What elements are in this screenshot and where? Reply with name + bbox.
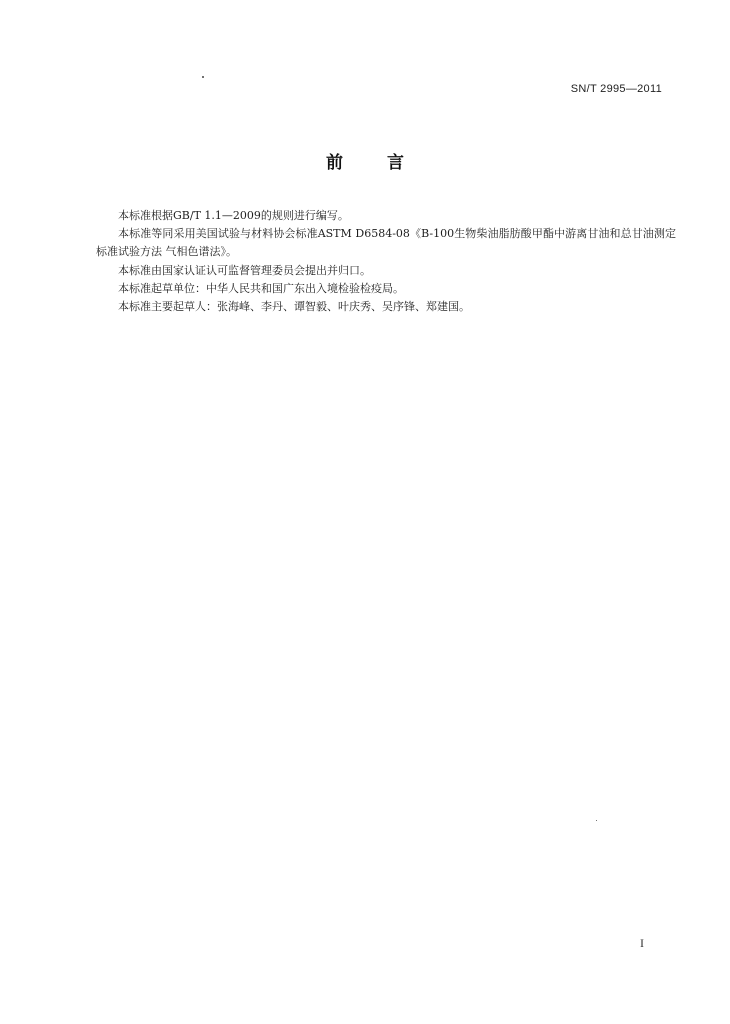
title-char-2: 言: [387, 153, 404, 173]
title-char-1: 前: [326, 153, 343, 173]
page-number: I: [640, 936, 644, 950]
paragraph-drafters: 本标准主要起草人：张海峰、李丹、谭智毅、叶庆秀、吴序锋、郑建国。: [118, 300, 470, 314]
paragraph-proposer: 本标准由国家认证认可监督管理委员会提出并归口。: [118, 263, 371, 277]
foreword-body: [96, 207, 676, 316]
paragraph-drafting-rules: 本标准根据GB/T 1.1—2009的规则进行编写。: [118, 209, 349, 222]
paragraph-drafting-unit: 本标准起草单位：中华人民共和国广东出入境检验检疫局。: [118, 281, 404, 295]
paragraph-adoption: 本标准等同采用美国试验与材料协会标准ASTM D6584-08《B-100生物柴油脂肪酸甲酯中游离甘油和总甘油测定标准试验方法 气相色谱法》。: [96, 227, 676, 259]
scan-speck: [596, 820, 597, 821]
scan-speck: [202, 76, 204, 78]
standard-code: SN/T 2995—2011: [570, 83, 662, 95]
page-title: [0, 148, 730, 173]
